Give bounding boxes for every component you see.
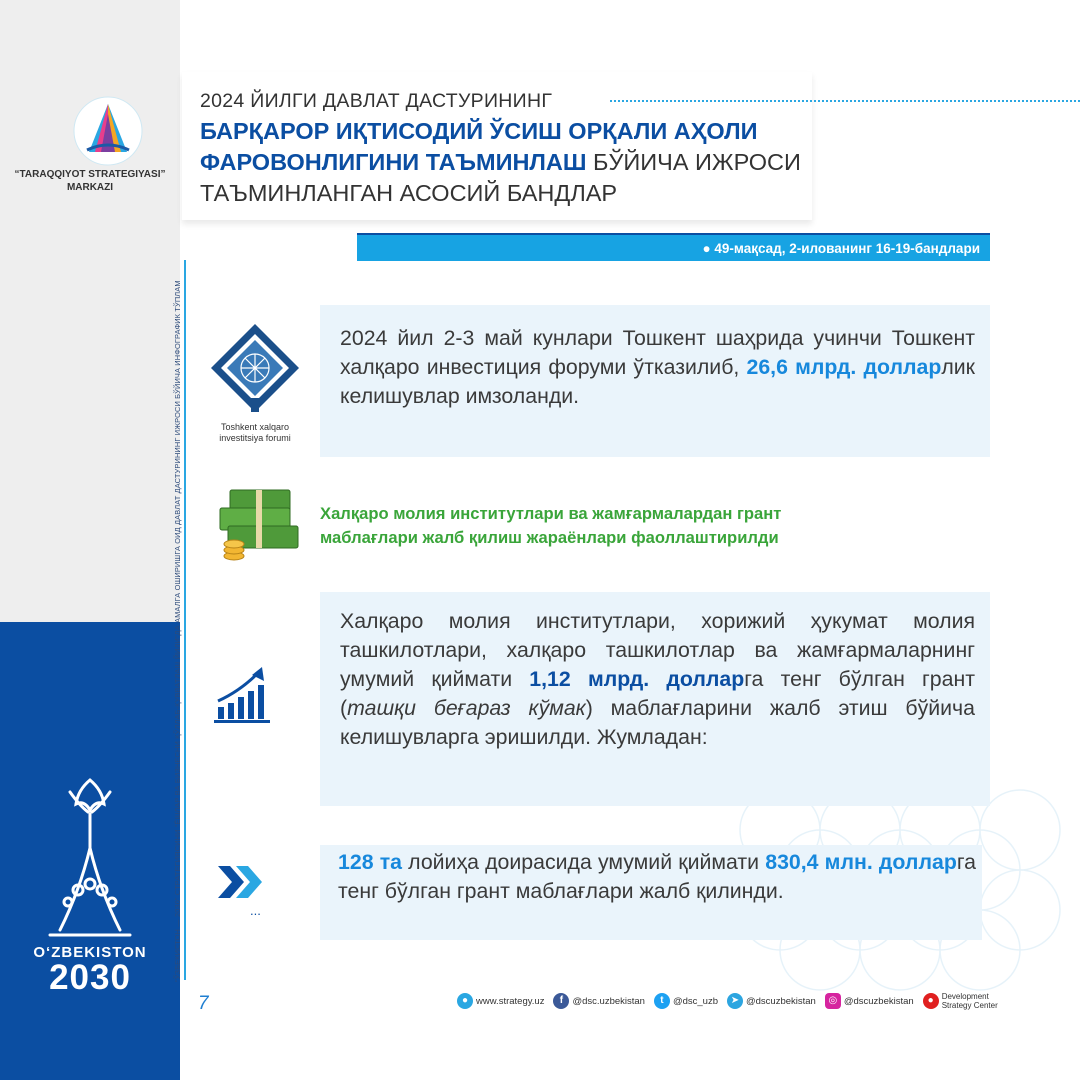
page-number: 7 (198, 993, 209, 1014)
grant-heading-line1: Халқаро молия институтлари ва жамғармалардан грант (320, 504, 782, 523)
footer-dsc[interactable] (923, 992, 998, 1010)
footer-facebook[interactable] (553, 993, 644, 1009)
footer-telegram-text: @dscuzbekistan (745, 995, 816, 1007)
forum-logo-icon (205, 320, 305, 420)
p2-italic: ташқи беғараз кўмак (347, 696, 586, 720)
footer-social (457, 990, 1001, 1012)
p2-highlight: 1,12 млрд. доллар (529, 667, 745, 691)
p2-text-mid: га тенг бўлган грант ( (340, 667, 976, 720)
money-stack-icon (210, 480, 310, 570)
p3-highlight2: 830,4 млн. доллар (765, 850, 957, 874)
dsc-name-line1: Development (941, 992, 989, 1001)
brand-2030: 2030 (49, 958, 131, 997)
goal-tag-text: ● 49-мақсад, 2-илованинг 16-19-бандлари (702, 241, 980, 256)
org-name (0, 168, 180, 194)
footer-telegram[interactable] (727, 993, 816, 1009)
header-line3 (200, 149, 801, 176)
forum-caption-line2: investitsiya forumi (219, 433, 291, 443)
grant-heading-line2: маблағлари жалб қилиш жараёнлари фаоллаштирилди (320, 528, 779, 547)
p2-text-after: ) маблағларини жалб этиш бўйича келишувларга эришилди. Жумладан: (340, 696, 975, 749)
footer-instagram[interactable] (825, 993, 914, 1009)
uzbekistan-2030-emblem-icon (40, 770, 140, 940)
vertical-caption: “ЎЗБЕКИСТОН — 2030” СТРАТЕГИЯСИНИ “ЁШЛАР ВА БИЗНЕСНИ ҚЎЛЛАБ-ҚУВВАТЛАШ ЙИЛИ”ДА АМАЛГА ОШИРИШГА ОИД ДАВЛАТ ДАСТУРИНИНГ ИЖРОСИ БЎЙИЧА ИНФОГРАФИК ТЎПЛАМ (173, 280, 182, 982)
p1-text-before: 2024 йил 2-3 май кунлари Тошкент шаҳрида учинчи Тошкент халқаро инвестиция форуми ўтказилиб, (340, 326, 975, 379)
goal-tag-bar (357, 233, 990, 261)
twitter-icon: t (654, 993, 670, 1009)
sidebar-top (0, 0, 180, 622)
footer-twitter[interactable] (654, 993, 718, 1009)
paragraph-projects (338, 848, 976, 906)
header-line2: БАРҚАРОР ИҚТИСОДИЙ ЎСИШ ОРҚАЛИ АҲОЛИ (200, 118, 758, 144)
footer-website-text: www.strategy.uz (476, 995, 545, 1007)
chevron-dots: ... (250, 903, 261, 918)
instagram-icon: ◎ (825, 993, 841, 1009)
taraqqiyot-logo-icon (73, 96, 143, 166)
p3-text-mid: лойиҳа доирасида умумий қиймати (401, 850, 766, 874)
double-chevron-icon (216, 862, 266, 902)
header-line3-bold: ФАРОВОНЛИГИНИ ТАЪМИНЛАШ (200, 149, 587, 175)
p3-text-after: га тенг бўлган грант маблағлари жалб қилинди. (338, 850, 976, 903)
footer-facebook-text: @dsc.uzbekistan (572, 995, 645, 1007)
forum-caption (200, 422, 310, 444)
header-line4: ТАЪМИНЛАНГАН АСОСИЙ БАНДЛАР (200, 180, 618, 206)
header-line3-rest: БЎЙИЧА ИЖРОСИ (586, 149, 801, 175)
globe-icon: ● (457, 993, 473, 1009)
footer-twitter-text: @dsc_uzb (672, 995, 718, 1007)
facebook-icon: f (553, 993, 569, 1009)
p2-text-before: Халқаро молия институтлари, хорижий ҳукумат молия ташкилотлари, халқаро ташкилотлар ва жамғармаларнинг умумий қиймати (340, 609, 975, 691)
forum-caption-line1: Toshkent xalqaro (220, 422, 290, 432)
dsc-name (942, 992, 998, 1010)
footer-website[interactable] (457, 993, 544, 1009)
footer-instagram-text: @dscuzbekistan (843, 995, 914, 1007)
p1-text-after: лик келишувлар имзоланди. (340, 355, 975, 408)
telegram-icon: ➤ (727, 993, 743, 1009)
org-name-line2: MARKAZI (66, 182, 114, 193)
accent-line (184, 260, 186, 980)
grant-heading (320, 502, 960, 550)
brand-uzbekistan: O‘ZBEKISTON (33, 944, 147, 961)
header-dotted-line (610, 100, 1080, 102)
dsc-logo-icon: ● (923, 993, 939, 1009)
growth-chart-icon (212, 665, 272, 725)
paragraph-grants (340, 607, 975, 752)
p1-highlight: 26,6 млрд. доллар (746, 355, 942, 379)
p3-highlight1: 128 та (338, 850, 402, 874)
org-name-line1: “TARAQQIYOT STRATEGIYASI” (14, 169, 166, 180)
dsc-name-line2: Strategy Center (941, 1001, 998, 1010)
header-line1: 2024 ЙИЛГИ ДАВЛАТ ДАСТУРИНИНГ (200, 90, 553, 112)
paragraph-forum (340, 324, 975, 411)
